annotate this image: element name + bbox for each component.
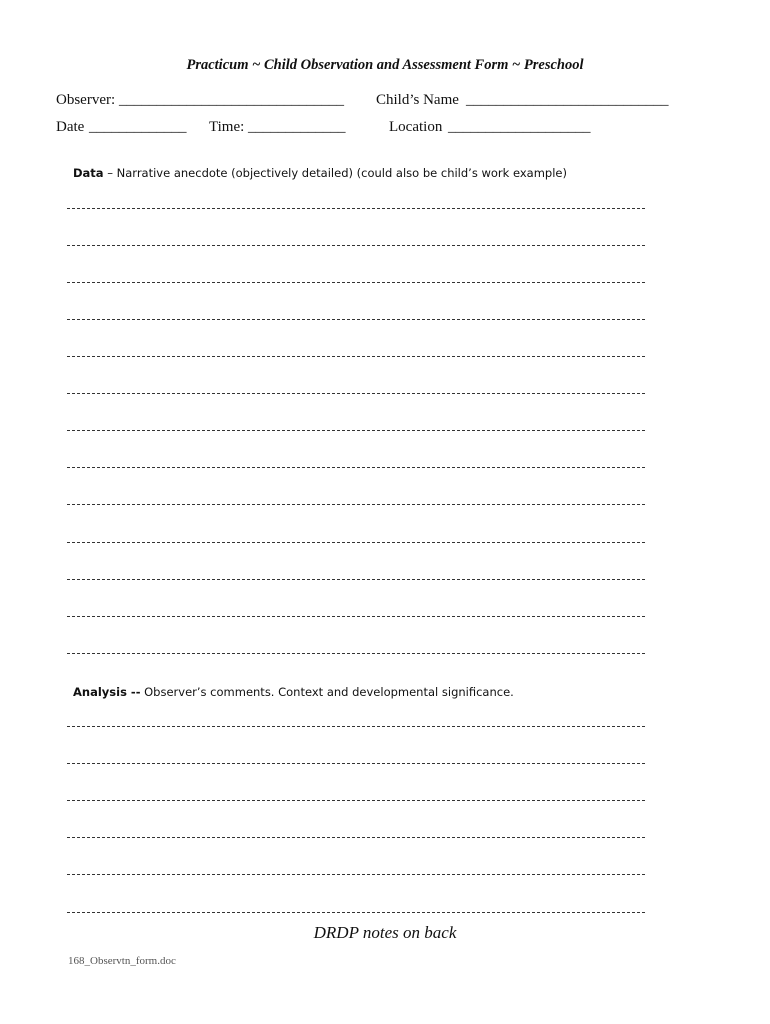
- data-writing-line[interactable]: [67, 579, 645, 580]
- data-writing-line[interactable]: [67, 616, 645, 617]
- analysis-section-heading-row: [73, 685, 514, 699]
- data-writing-line[interactable]: [67, 504, 645, 505]
- form-title: Practicum ~ Child Observation and Assessment Form ~ Preschool: [186, 57, 584, 73]
- analysis-writing-line[interactable]: [67, 874, 645, 875]
- data-section-heading-row: [73, 166, 567, 180]
- analysis-heading: Analysis --: [73, 685, 141, 699]
- child-name-field[interactable]: ___________________________: [466, 92, 669, 108]
- observer-label: Observer:: [56, 92, 116, 108]
- analysis-writing-line[interactable]: [67, 800, 645, 801]
- data-writing-line[interactable]: [67, 542, 645, 543]
- data-writing-line[interactable]: [67, 319, 645, 320]
- time-field[interactable]: _____________: [248, 119, 346, 135]
- analysis-writing-line[interactable]: [67, 763, 645, 764]
- analysis-writing-line[interactable]: [67, 912, 645, 913]
- data-writing-line[interactable]: [67, 245, 645, 246]
- data-writing-line[interactable]: [67, 393, 645, 394]
- observer-field[interactable]: ______________________________: [119, 92, 344, 108]
- analysis-writing-line[interactable]: [67, 837, 645, 838]
- child-name-label: Child’s Name: [376, 92, 459, 108]
- data-writing-line[interactable]: [67, 208, 645, 209]
- location-field[interactable]: ___________________: [448, 119, 591, 135]
- date-label: Date: [56, 119, 85, 135]
- data-writing-line[interactable]: [67, 430, 645, 431]
- drdp-notes-note: DRDP notes on back: [313, 923, 457, 942]
- data-heading: Data: [73, 166, 104, 180]
- date-field[interactable]: _____________: [89, 119, 187, 135]
- analysis-writing-line[interactable]: [67, 726, 645, 727]
- data-writing-line[interactable]: [67, 356, 645, 357]
- data-writing-line[interactable]: [67, 467, 645, 468]
- data-writing-line[interactable]: [67, 653, 645, 654]
- data-description: – Narrative anecdote (objectively detailed) (could also be child’s work example): [103, 166, 567, 180]
- file-name: 168_Observtn_form.doc: [68, 955, 176, 967]
- analysis-description: Observer’s comments. Context and developmental significance.: [140, 685, 514, 699]
- time-label: Time:: [209, 119, 245, 135]
- data-writing-line[interactable]: [67, 282, 645, 283]
- location-label: Location: [389, 119, 443, 135]
